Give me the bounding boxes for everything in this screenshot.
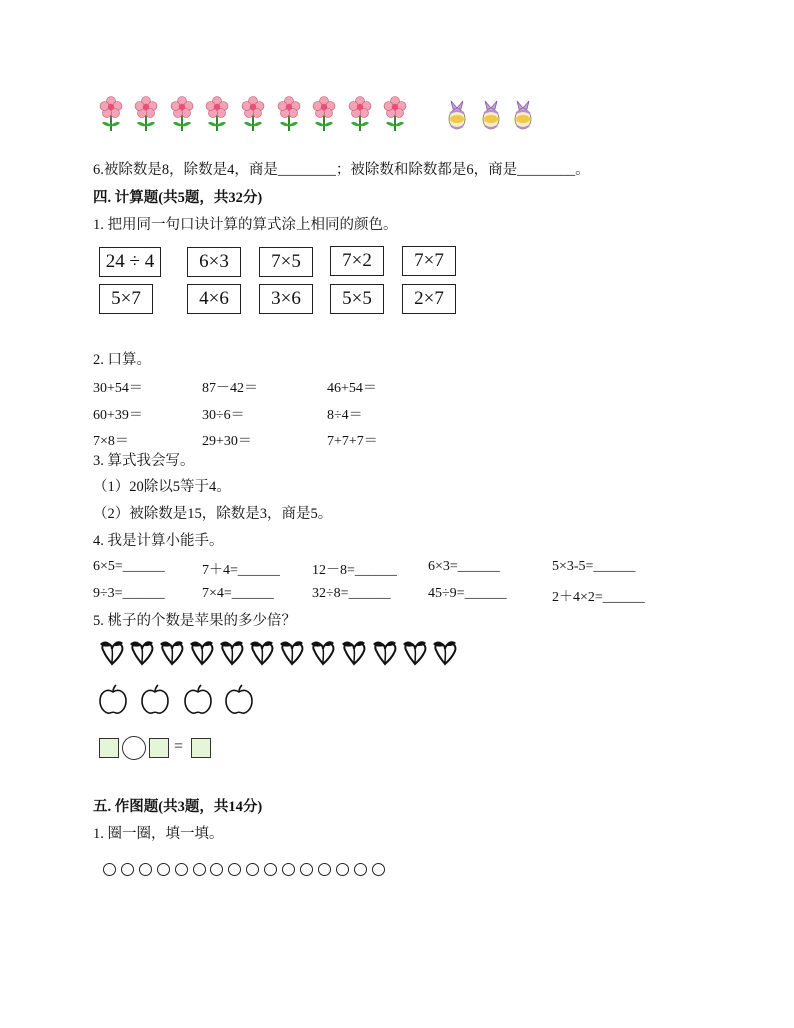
flower-icon [133, 96, 159, 132]
calc-item: 7×4=______ [202, 586, 274, 601]
expression-box[interactable]: 4×6 [187, 284, 241, 314]
ring-icon[interactable] [121, 863, 134, 876]
peach-icon [158, 638, 186, 666]
apple-icon [139, 684, 171, 716]
apple-icon [97, 684, 129, 716]
ring-icon[interactable] [264, 863, 277, 876]
answer-box[interactable] [191, 738, 211, 758]
expression-box[interactable]: 5×5 [330, 284, 384, 314]
candy-icon [446, 99, 468, 133]
ring-icon[interactable] [372, 863, 385, 876]
expression-box[interactable]: 3×6 [259, 284, 313, 314]
ring-icon[interactable] [282, 863, 295, 876]
peach-icon [218, 638, 246, 666]
section-5-title: 五. 作图题(共3题，共14分) [93, 799, 263, 815]
flower-icon [240, 96, 266, 132]
ring-icon[interactable] [228, 863, 241, 876]
ring-icon[interactable] [193, 863, 206, 876]
mental-item: 46+54＝ [327, 381, 377, 396]
calc-item: 6×3=______ [428, 559, 500, 574]
question-4-5: 5. 桃子的个数是苹果的多少倍？ [93, 613, 296, 629]
peach-icon [278, 638, 306, 666]
flower-icon [276, 96, 302, 132]
flower-icon [204, 96, 230, 132]
flower-icon [382, 96, 408, 132]
peach-icon [98, 638, 126, 666]
ring-icon[interactable] [354, 863, 367, 876]
calc-item: 2＋4×2=______ [552, 590, 645, 605]
question-4-1: 1. 把用同一句口诀计算的算式涂上相同的颜色。 [93, 217, 398, 233]
calc-item: 9÷3=______ [93, 586, 165, 601]
mental-item: 7×8＝ [93, 434, 129, 449]
question-6: 6.被除数是8，除数是4，商是________；被除数和除数都是6，商是________。 [93, 162, 590, 178]
peach-icon [371, 638, 399, 666]
mental-item: 60+39＝ [93, 408, 143, 423]
ring-icon[interactable] [139, 863, 152, 876]
ring-icon[interactable] [157, 863, 170, 876]
mental-item: 7+7+7＝ [327, 434, 378, 449]
mental-item: 29+30＝ [202, 434, 252, 449]
peach-icon [248, 638, 276, 666]
mental-item: 30+54＝ [93, 381, 143, 396]
candy-icon [480, 99, 502, 133]
ring-icon[interactable] [103, 863, 116, 876]
flower-icon [169, 96, 195, 132]
question-4-3-b: （2）被除数是15，除数是3，商是5。 [93, 506, 333, 522]
calc-item: 7＋4=______ [202, 563, 280, 578]
expression-box[interactable]: 6×3 [187, 247, 241, 277]
question-4-2: 2. 口算。 [93, 352, 151, 368]
ring-icon[interactable] [246, 863, 259, 876]
apple-icon [182, 684, 214, 716]
mental-item: 87－42＝ [202, 381, 258, 396]
expression-box[interactable]: 2×7 [402, 284, 456, 314]
expression-box[interactable]: 7×7 [402, 246, 456, 276]
answer-box[interactable] [99, 738, 119, 758]
answer-box[interactable] [149, 738, 169, 758]
mental-item: 30÷6＝ [202, 408, 245, 423]
equals-sign: = [174, 738, 184, 755]
question-4-3-a: （1）20除以5等于4。 [93, 479, 231, 495]
peach-icon [128, 638, 156, 666]
calc-item: 5×3-5=______ [552, 559, 636, 574]
peach-icon [340, 638, 368, 666]
flower-icon [98, 96, 124, 132]
expression-box[interactable]: 7×2 [330, 246, 384, 276]
apple-icon [223, 684, 255, 716]
ring-icon[interactable] [318, 863, 331, 876]
operator-circle[interactable] [122, 736, 146, 760]
calc-item: 12－8=______ [312, 563, 397, 578]
flower-icon [311, 96, 337, 132]
ring-icon[interactable] [336, 863, 349, 876]
peach-icon [188, 638, 216, 666]
question-4-4: 4. 我是计算小能手。 [93, 533, 224, 549]
peach-icon [309, 638, 337, 666]
peach-icon [401, 638, 429, 666]
expression-box[interactable]: 5×7 [99, 284, 153, 314]
candy-icon [512, 99, 534, 133]
mental-item: 8÷4＝ [327, 408, 363, 423]
expression-box[interactable]: 7×5 [259, 247, 313, 277]
ring-icon[interactable] [210, 863, 223, 876]
section-4-title: 四. 计算题(共5题，共32分) [93, 190, 263, 206]
calc-item: 45÷9=______ [428, 586, 507, 601]
question-4-3: 3. 算式我会写。 [93, 453, 195, 469]
peach-icon [431, 638, 459, 666]
calc-item: 6×5=______ [93, 559, 165, 574]
ring-icon[interactable] [300, 863, 313, 876]
flower-icon [347, 96, 373, 132]
question-5-1: 1. 圈一圈，填一填。 [93, 826, 224, 842]
calc-item: 32÷8=______ [312, 586, 391, 601]
ring-icon[interactable] [175, 863, 188, 876]
expression-box[interactable]: 24 ÷ 4 [99, 247, 161, 277]
